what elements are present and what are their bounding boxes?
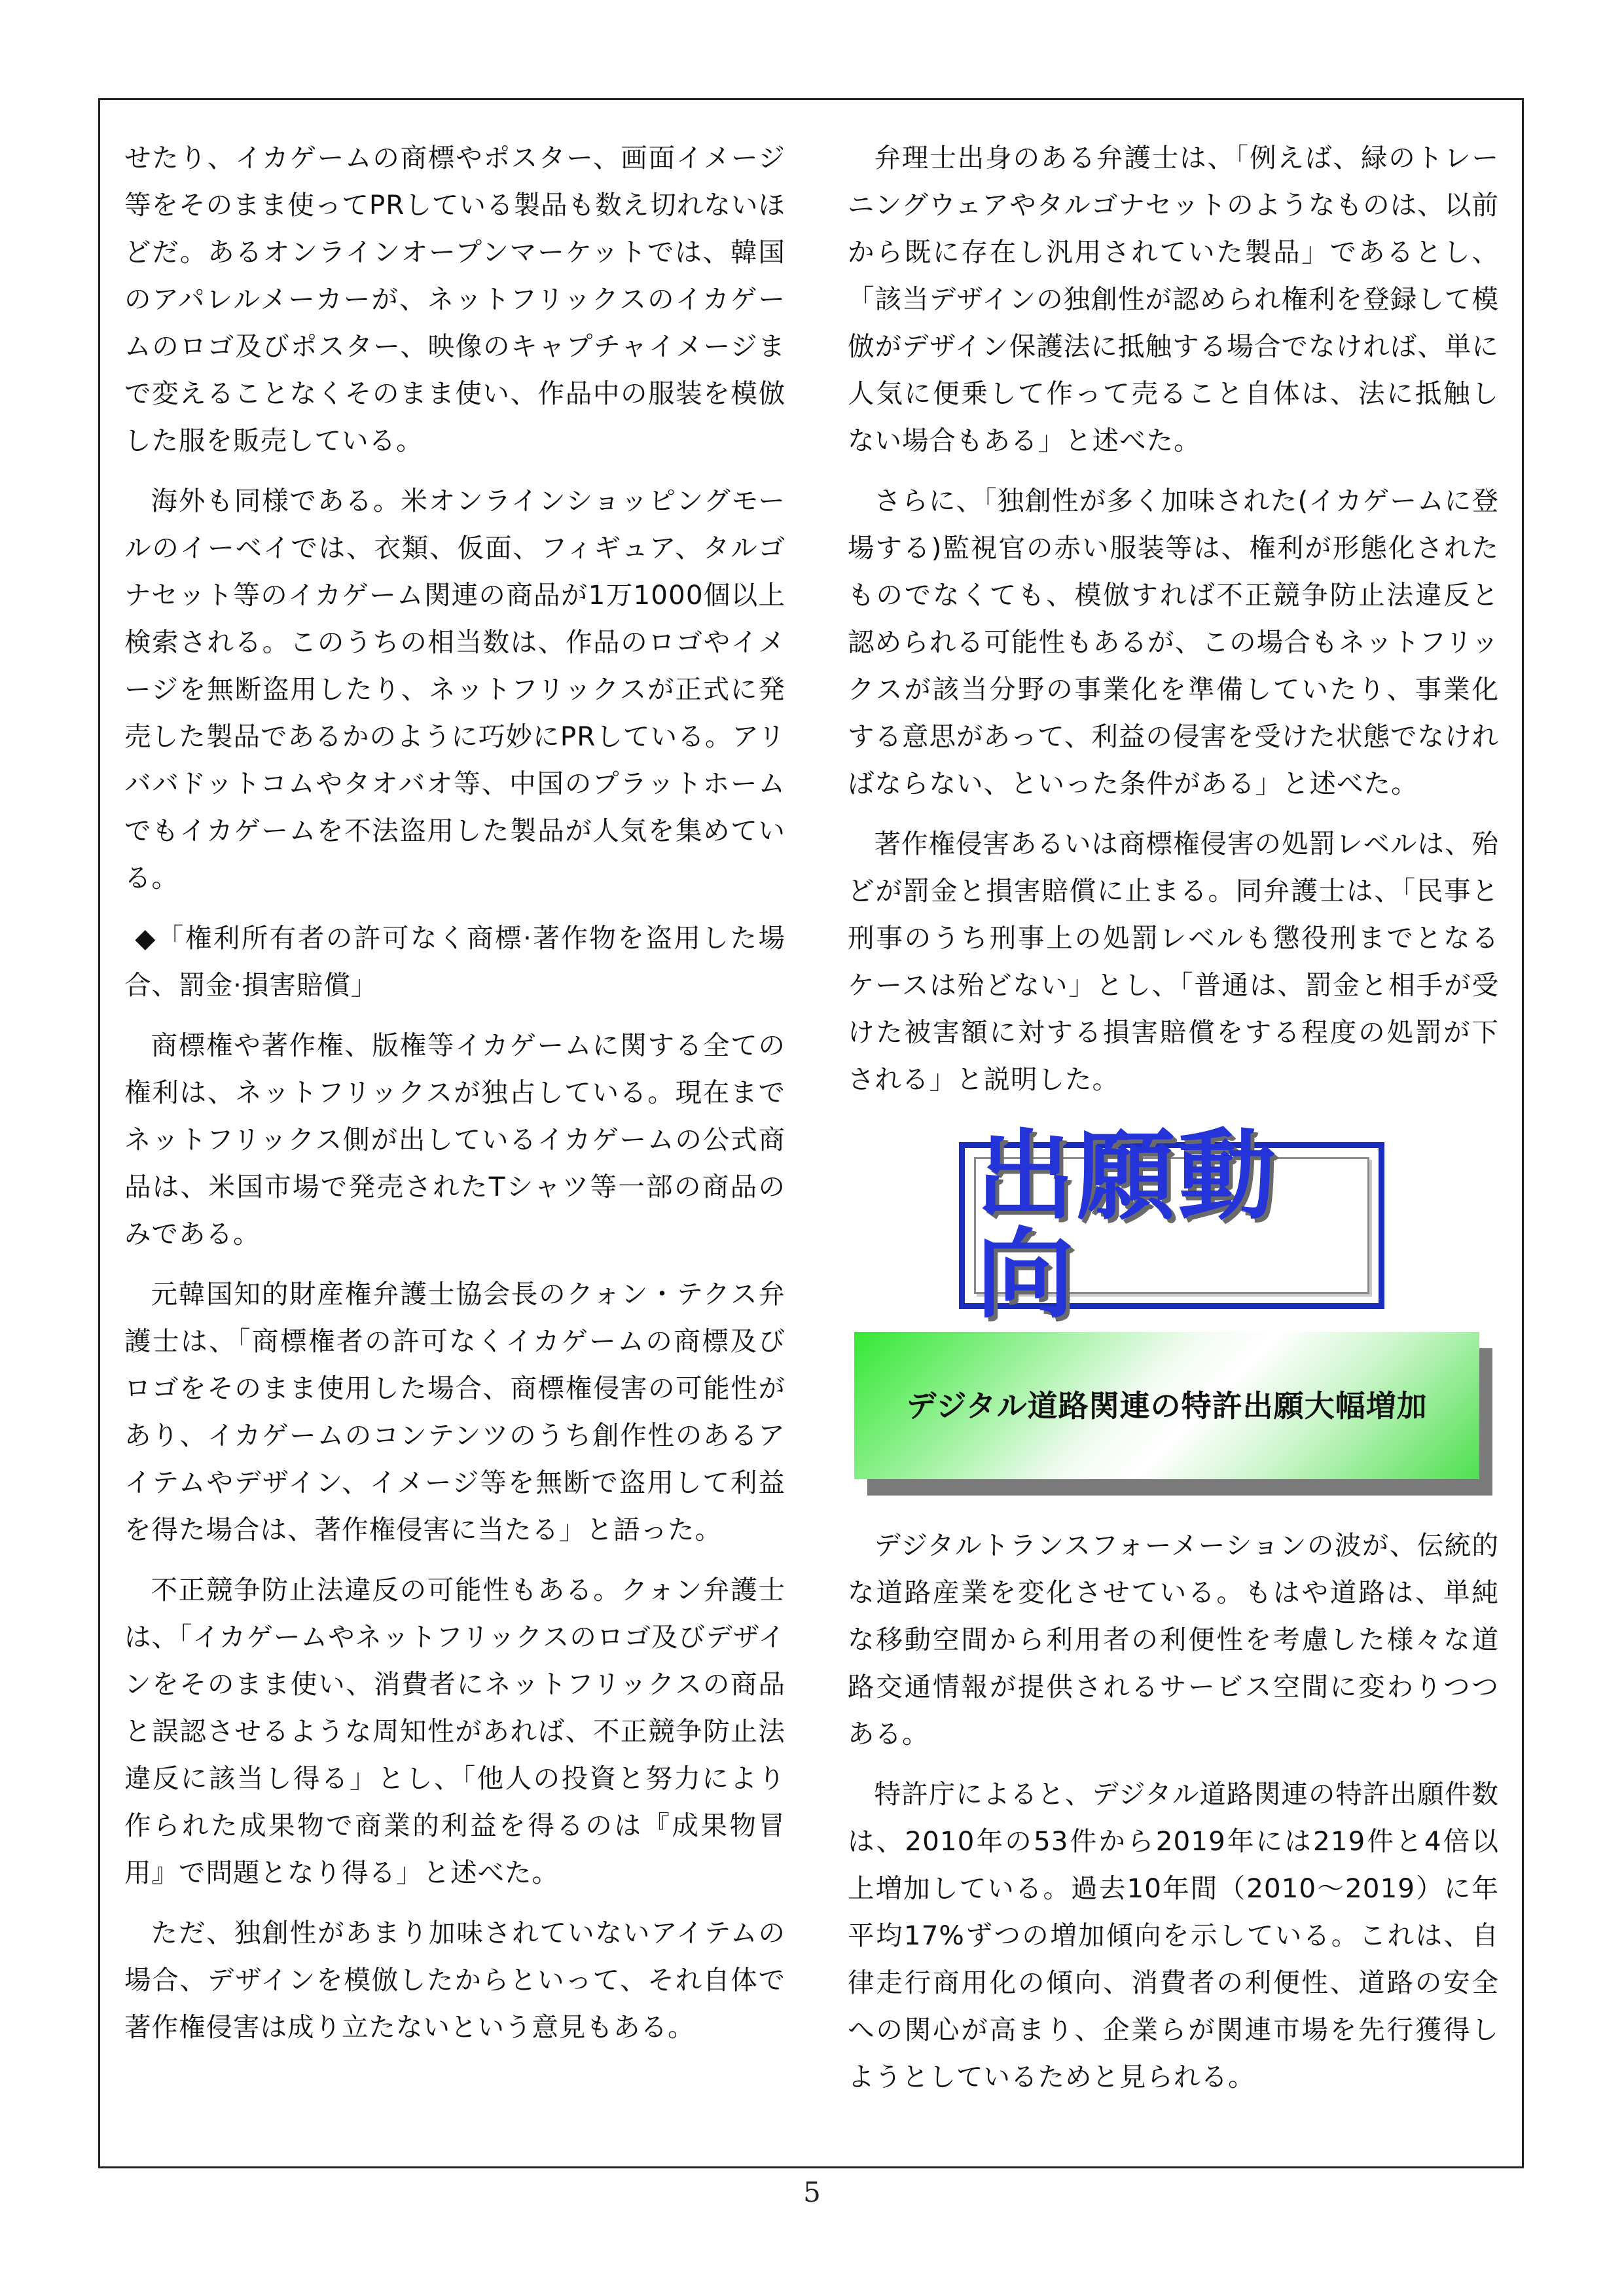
left-column — [124, 134, 785, 2064]
paragraph: 著作権侵害あるいは商標権侵害の処罰レベルは、殆どが罰金と損害賠償に止まる。同弁護士は、「民事と刑事のうち刑事上の処罰レベルも懲役刑までとなるケースは殆どない」とし、「普通は、罰金と相手が受けた被害額に対する損害賠償をする程度の処罰が下される」と説明した。 — [848, 828, 1499, 1095]
article-title: デジタル道路関連の特許出願大幅増加 — [906, 1388, 1428, 1424]
paragraph: さらに、「独創性が多く加味された(イカゲームに登場する)監視官の赤い服装等は、権利が形態化されたものでなくても、模倣すれば不正競争防止法違反と認められる可能性もあるが、この場合もネットフリックスが該当分野の事業化を準備していたり、事業化する意思があって、利益の侵害を受けた状態でなければならない、といった条件がある」と述べた。 — [848, 485, 1499, 799]
article-banner — [848, 1332, 1499, 1509]
paragraph: 商標権や著作権、版権等イカゲームに関する全ての権利は、ネットフリックスが独占している。現在までネットフリックス側が出しているイカゲームの公式商品は、米国市場で発売されたTシャツ等一部の商品のみである。 — [124, 1030, 785, 1249]
section-stamp-frame — [959, 1119, 1384, 1332]
paragraph: 不正競争防止法違反の可能性もある。クォン弁護士は、「イカゲームやネットフリックスのロゴ及びデザインをそのまま使い、消費者にネットフリックスの商品と誤認させるような周知性があれば、不正競争防止法違反に該当し得る」とし、「他人の投資と努力により作られた成果物で商業的利益を得るのは『成果物冒用』で問題となり得る」と述べた。 — [124, 1574, 785, 1888]
page-number: 5 — [803, 2176, 821, 2208]
paragraph: 弁理士出身のある弁護士は、「例えば、緑のトレーニングウェアやタルゴナセットのようなものは、以前から既に存在し汎用されていた製品」であるとし、「該当デザインの独創性が認められ権利を登録して模倣がデザイン保護法に抵触する場合でなければ、単に人気に便乗して作って売ること自体は、法に抵触しない場合もある」と述べた。 — [848, 142, 1499, 456]
paragraph: せたり、イカゲームの商標やポスター、画面イメージ等をそのまま使ってPRしている製品も数え切れないほどだ。あるオンラインオープンマーケットでは、韓国のアパレルメーカーが、ネットフリックスのイカゲームのロゴ及びポスター、映像のキャプチャイメージまで変えることなくそのまま使い、作品中の服装を模倣した服を販売している。 — [124, 142, 785, 456]
paragraph: ただ、独創性があまり加味されていないアイテムの場合、デザインを模倣したからといって、それ自体で著作権侵害は成り立たないという意見もある。 — [124, 1917, 785, 2043]
subheading: ◆「権利所有者の許可なく商標·著作物を盗用した場合、罰金·損害賠償」 — [124, 922, 785, 1001]
paragraph: 特許庁によると、デジタル道路関連の特許出願件数は、2010年の53件から2019年には219件と4倍以上増加している。過去10年間（2010～2019）に年平均17%ずつの増加傾向を示している。これは、自律走行商用化の傾向、消費者の利便性、道路の安全への関心が高まり、企業らが関連市場を先行獲得しようとしているためと見られる。 — [848, 1778, 1499, 2092]
section-stamp — [848, 1119, 1499, 1332]
paragraph: 元韓国知的財産権弁護士協会長のクォン・テクス弁護士は、「商標権者の許可なくイカゲームの商標及びロゴをそのまま使用した場合、商標権侵害の可能性があり、イカゲームのコンテンツのうち創作性のあるアイテムやデザイン、イメージ等を無断で盗用して利益を得た場合は、著作権侵害に当たる」と語った。 — [124, 1278, 785, 1545]
right-column — [848, 134, 1499, 2113]
paragraph: 海外も同様である。米オンラインショッピングモールのイーベイでは、衣類、仮面、フィギュア、タルゴナセット等のイカゲーム関連の商品が1万1000個以上検索される。このうちの相当数は、作品のロゴやイメージを無断盗用したり、ネットフリックスが正式に発売した製品であるかのように巧妙にPRしている。アリババドットコムやタオバオ等、中国のプラットホームでもイカゲームを不法盗用した製品が人気を集めている。 — [124, 485, 785, 893]
paragraph: デジタルトランスフォーメーションの波が、伝統的な道路産業を変化させている。もはや道路は、単純な移動空間から利用者の利便性を考慮した様々な道路交通情報が提供されるサービス空間に変わりつつある。 — [848, 1530, 1499, 1749]
section-title: 出願動向 — [976, 1119, 1279, 1332]
